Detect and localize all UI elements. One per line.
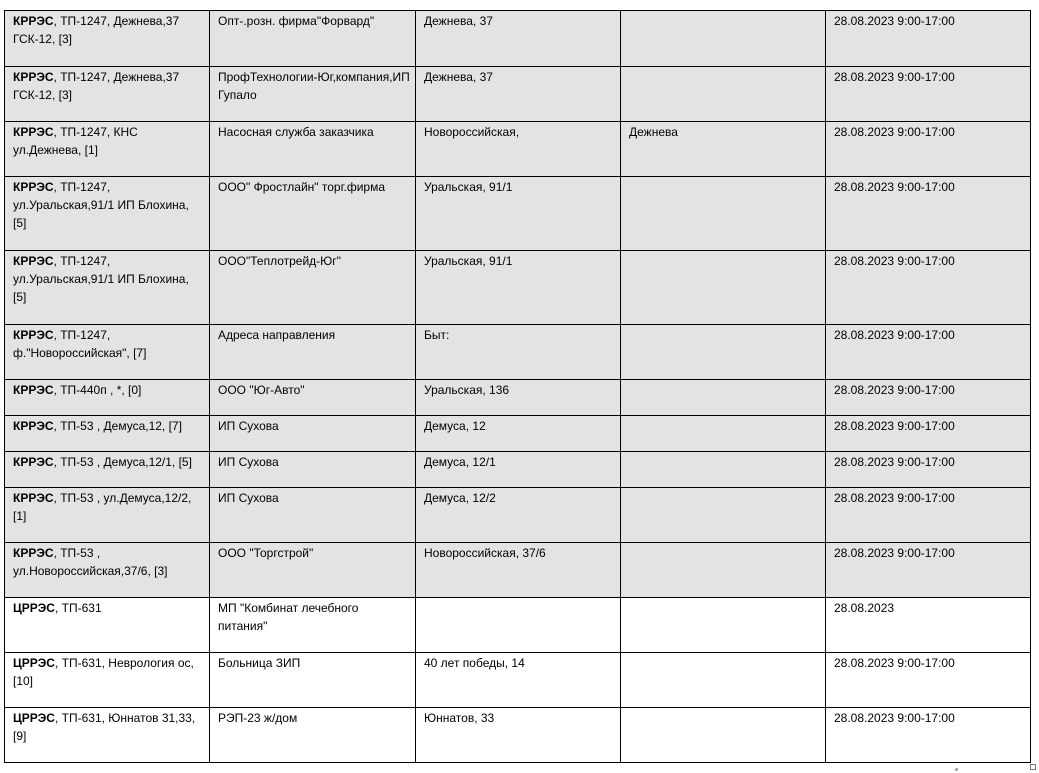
street-cell: Дежнева, 37 [416, 11, 621, 67]
location-cell [5, 251, 210, 325]
network-org: КРРЭС [13, 328, 54, 342]
network-org: КРРЭС [13, 383, 54, 397]
table-row [5, 708, 1031, 763]
network-org: КРРЭС [13, 125, 54, 139]
table-row [5, 488, 1031, 543]
street-cell [416, 598, 621, 653]
table-row [5, 598, 1031, 653]
location-cell [5, 325, 210, 380]
network-org: КРРЭС [13, 419, 54, 433]
street-cell: Демуса, 12/2 [416, 488, 621, 543]
date-cell: 28.08.2023 9:00-17:00 [826, 325, 1031, 380]
location-cell [5, 598, 210, 653]
date-cell: 28.08.2023 9:00-17:00 [826, 380, 1031, 416]
extra-cell [621, 177, 826, 251]
location-cell [5, 67, 210, 122]
substation-place: , ТП-440п , *, [0] [53, 383, 142, 397]
date-cell: 28.08.2023 [826, 598, 1031, 653]
extra-cell [621, 67, 826, 122]
table-row [5, 177, 1031, 251]
table-row [5, 325, 1031, 380]
date-cell: 28.08.2023 9:00-17:00 [826, 543, 1031, 598]
substation-place: , ТП-1247, ул.Уральская,91/1 ИП Блохина, [5] [13, 254, 189, 304]
date-cell: 28.08.2023 9:00-17:00 [826, 251, 1031, 325]
table-row [5, 653, 1031, 708]
street-cell: 40 лет победы, 14 [416, 653, 621, 708]
consumer-cell: ИП Сухова [210, 488, 416, 543]
network-org: КРРЭС [13, 491, 54, 505]
extra-cell [621, 598, 826, 653]
outage-table-body [5, 11, 1031, 763]
network-org: КРРЭС [13, 70, 54, 84]
consumer-cell: ООО" Фростлайн" торг.фирма [210, 177, 416, 251]
table-row [5, 251, 1031, 325]
substation-place: , ТП-53 , ул.Демуса,12/2, [1] [13, 491, 192, 523]
extra-cell [621, 11, 826, 67]
consumer-cell: ООО"Теплотрейд-Юг" [210, 251, 416, 325]
extra-cell [621, 653, 826, 708]
substation-place: , ТП-53 , Демуса,12/1, [5] [53, 455, 192, 469]
street-cell: Демуса, 12/1 [416, 452, 621, 488]
network-org: КРРЭС [13, 455, 54, 469]
table-row [5, 11, 1031, 67]
date-cell: 28.08.2023 9:00-17:00 [826, 488, 1031, 543]
street-cell: Демуса, 12 [416, 416, 621, 452]
location-cell [5, 708, 210, 763]
consumer-cell: ПрофТехнологии-Юг,компания,ИП Гупало [210, 67, 416, 122]
substation-place: , ТП-1247, ф."Новороссийская", [7] [13, 328, 147, 360]
date-cell: 28.08.2023 9:00-17:00 [826, 452, 1031, 488]
location-cell [5, 416, 210, 452]
table-row [5, 452, 1031, 488]
street-cell: Дежнева, 37 [416, 67, 621, 122]
network-org: ЦРРЭС [13, 711, 55, 725]
date-cell: 28.08.2023 9:00-17:00 [826, 122, 1031, 177]
extra-cell [621, 325, 826, 380]
network-org: КРРЭС [13, 546, 54, 560]
table-row [5, 543, 1031, 598]
date-cell: 28.08.2023 9:00-17:00 [826, 11, 1031, 67]
street-cell: Уральская, 91/1 [416, 177, 621, 251]
location-cell [5, 122, 210, 177]
network-org: КРРЭС [13, 180, 54, 194]
date-cell: 28.08.2023 9:00-17:00 [826, 416, 1031, 452]
substation-place: , ТП-1247, ул.Уральская,91/1 ИП Блохина, [5] [13, 180, 189, 230]
extra-cell [621, 488, 826, 543]
extra-cell [621, 452, 826, 488]
network-org: ЦРРЭС [13, 656, 55, 670]
network-org: КРРЭС [13, 254, 54, 268]
extra-cell [621, 380, 826, 416]
substation-place: , ТП-631, Неврология ос, [10] [13, 656, 194, 688]
extra-cell [621, 251, 826, 325]
consumer-cell: ИП Сухова [210, 452, 416, 488]
consumer-cell: Опт-.розн. фирма"Форвард" [210, 11, 416, 67]
location-cell [5, 11, 210, 67]
location-cell [5, 488, 210, 543]
table-row [5, 67, 1031, 122]
consumer-cell: МП "Комбинат лечебного питания" [210, 598, 416, 653]
street-cell: Юннатов, 33 [416, 708, 621, 763]
consumer-cell: ИП Сухова [210, 416, 416, 452]
substation-place: , ТП-53 , Демуса,12, [7] [53, 419, 182, 433]
substation-place: , ТП-1247, Дежнева,37 ГСК-12, [3] [13, 14, 180, 46]
extra-cell [621, 708, 826, 763]
location-cell [5, 177, 210, 251]
date-cell: 28.08.2023 9:00-17:00 [826, 653, 1031, 708]
location-cell [5, 452, 210, 488]
substation-place: , ТП-53 , ул.Новороссийская,37/6, [3] [13, 546, 168, 578]
street-cell: Уральская, 91/1 [416, 251, 621, 325]
extra-cell: Дежнева [621, 122, 826, 177]
table-row [5, 380, 1031, 416]
consumer-cell: ООО "Юг-Авто" [210, 380, 416, 416]
date-cell: 28.08.2023 9:00-17:00 [826, 177, 1031, 251]
street-cell: Уральская, 136 [416, 380, 621, 416]
street-cell: Быт: [416, 325, 621, 380]
date-cell: 28.08.2023 9:00-17:00 [826, 67, 1031, 122]
consumer-cell: Насосная служба заказчика [210, 122, 416, 177]
substation-place: , ТП-1247, Дежнева,37 ГСК-12, [3] [13, 70, 180, 102]
substation-place: , ТП-631, Юннатов 31,33, [9] [13, 711, 196, 743]
consumer-cell: Адреса направления [210, 325, 416, 380]
street-cell: Новороссийская, 37/6 [416, 543, 621, 598]
table-row [5, 122, 1031, 177]
substation-place: , ТП-1247, КНС ул.Дежнева, [1] [13, 125, 138, 157]
page-dot [955, 768, 958, 771]
extra-cell [621, 543, 826, 598]
consumer-cell: РЭП-23 ж/дом [210, 708, 416, 763]
consumer-cell: ООО "Торгстрой" [210, 543, 416, 598]
network-org: ЦРРЭС [13, 601, 55, 615]
location-cell [5, 380, 210, 416]
consumer-cell: Больница ЗИП [210, 653, 416, 708]
network-org: КРРЭС [13, 14, 54, 28]
table-row [5, 416, 1031, 452]
date-cell: 28.08.2023 9:00-17:00 [826, 708, 1031, 763]
extra-cell [621, 416, 826, 452]
street-cell: Новороссийская, [416, 122, 621, 177]
location-cell [5, 653, 210, 708]
location-cell [5, 543, 210, 598]
substation-place: , ТП-631 [54, 601, 102, 615]
outage-table [4, 10, 1031, 763]
table-end-marker [1030, 764, 1036, 770]
